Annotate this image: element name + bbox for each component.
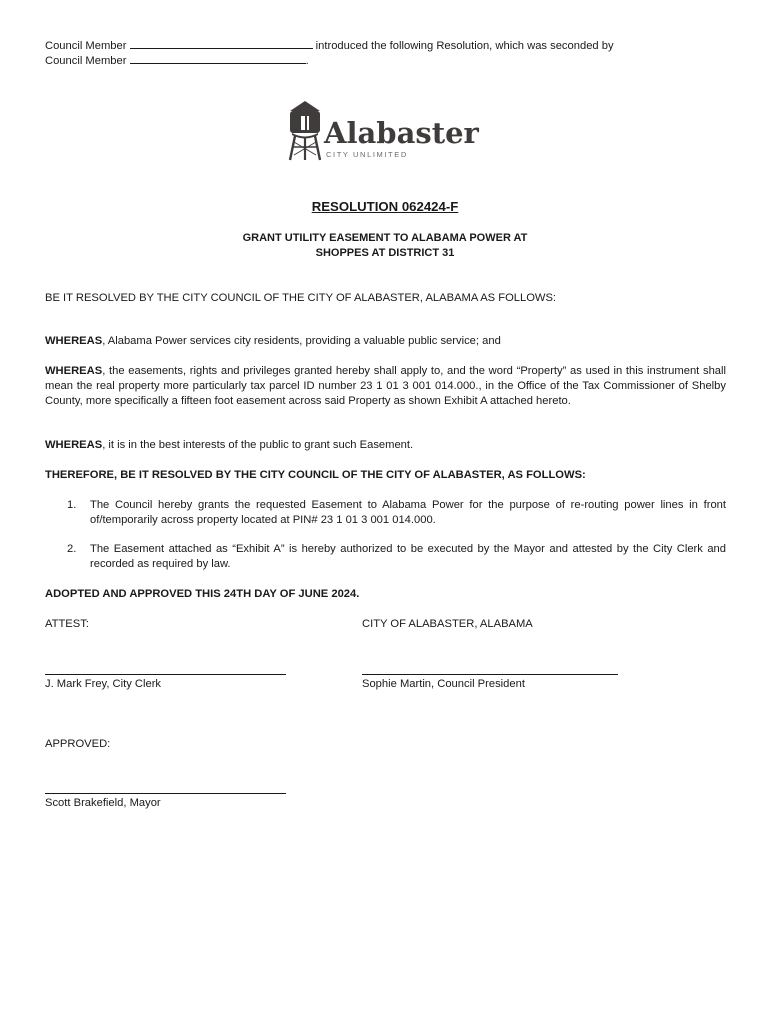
list-item-text: The Council hereby grants the requested Easement to Alabama Power for the purpose of re-routing power lines in front of/temporarily across property located at PIN# 23 1 01 3 001 014.000. [90, 499, 726, 526]
intro-line2-suffix: . [305, 55, 309, 67]
council-member-blank-2 [130, 52, 306, 64]
whereas-clause-2 [45, 364, 726, 409]
approved-label: APPROVED: [45, 738, 111, 750]
therefore-clause: THEREFORE, BE IT RESOLVED BY THE CITY COUNCIL OF THE CITY OF ALABASTER, AS FOLLOWS: [45, 469, 586, 481]
clerk-signature-line [45, 674, 286, 675]
whereas-clause-3 [45, 438, 726, 453]
president-name: Sophie Martin, Council President [362, 678, 525, 690]
whereas-label: WHEREAS [45, 439, 103, 451]
resolution-subtitle-1: GRANT UTILITY EASEMENT TO ALABAMA POWER AT [242, 232, 528, 244]
city-logo [286, 100, 486, 162]
clerk-name: J. Mark Frey, City Clerk [45, 678, 162, 690]
whereas-clause-1 [45, 334, 726, 349]
intro-line-2 [45, 52, 309, 69]
president-signature-line [362, 674, 618, 675]
whereas-text: , the easements, rights and privileges granted hereby shall apply to, and the word “Property” as used in this instrument shall mean the real property more particularly tax parcel ID number 23 1 01 3 001 014.000., in the Office of the Tax Commissioner of Shelby County, more specifically a fifteen foot easement across said Property as shown Exhibit A attached hereto. [45, 365, 726, 407]
intro-line1-prefix: Council Member [45, 40, 127, 52]
logo-wordmark: Alabaster [324, 116, 479, 150]
preamble: BE IT RESOLVED BY THE CITY COUNCIL OF THE CITY OF ALABASTER, ALABAMA AS FOLLOWS: [45, 292, 557, 304]
mayor-name: Scott Brakefield, Mayor [45, 797, 161, 809]
whereas-text: , Alabama Power services city residents, providing a valuable public service; and [102, 335, 501, 347]
logo-tagline: CITY UNLIMITED [326, 150, 408, 159]
resolution-title: RESOLUTION 062424-F [311, 199, 459, 214]
list-item-number: 1. [67, 499, 77, 511]
mayor-signature-line [45, 793, 286, 794]
water-tower-icon [286, 100, 326, 162]
whereas-label: WHEREAS [45, 365, 103, 377]
list-item-number: 2. [67, 543, 77, 555]
council-member-blank-1 [130, 37, 313, 49]
intro-line2-prefix: Council Member [45, 55, 127, 67]
whereas-label: WHEREAS [45, 335, 103, 347]
city-label: CITY OF ALABASTER, ALABAMA [362, 618, 533, 630]
intro-line1-suffix: introduced the following Resolution, which was seconded by [315, 40, 614, 52]
whereas-text: , it is in the best interests of the public to grant such Easement. [102, 439, 414, 451]
attest-label: ATTEST: [45, 618, 89, 630]
adopted-statement: ADOPTED AND APPROVED THIS 24TH DAY OF JUNE 2024. [45, 588, 360, 600]
list-item-text: The Easement attached as “Exhibit A” is hereby authorized to be executed by the Mayor and attested by the City Clerk and recorded as required by law. [90, 543, 726, 570]
resolution-subtitle-2: SHOPPES AT DISTRICT 31 [315, 247, 455, 259]
